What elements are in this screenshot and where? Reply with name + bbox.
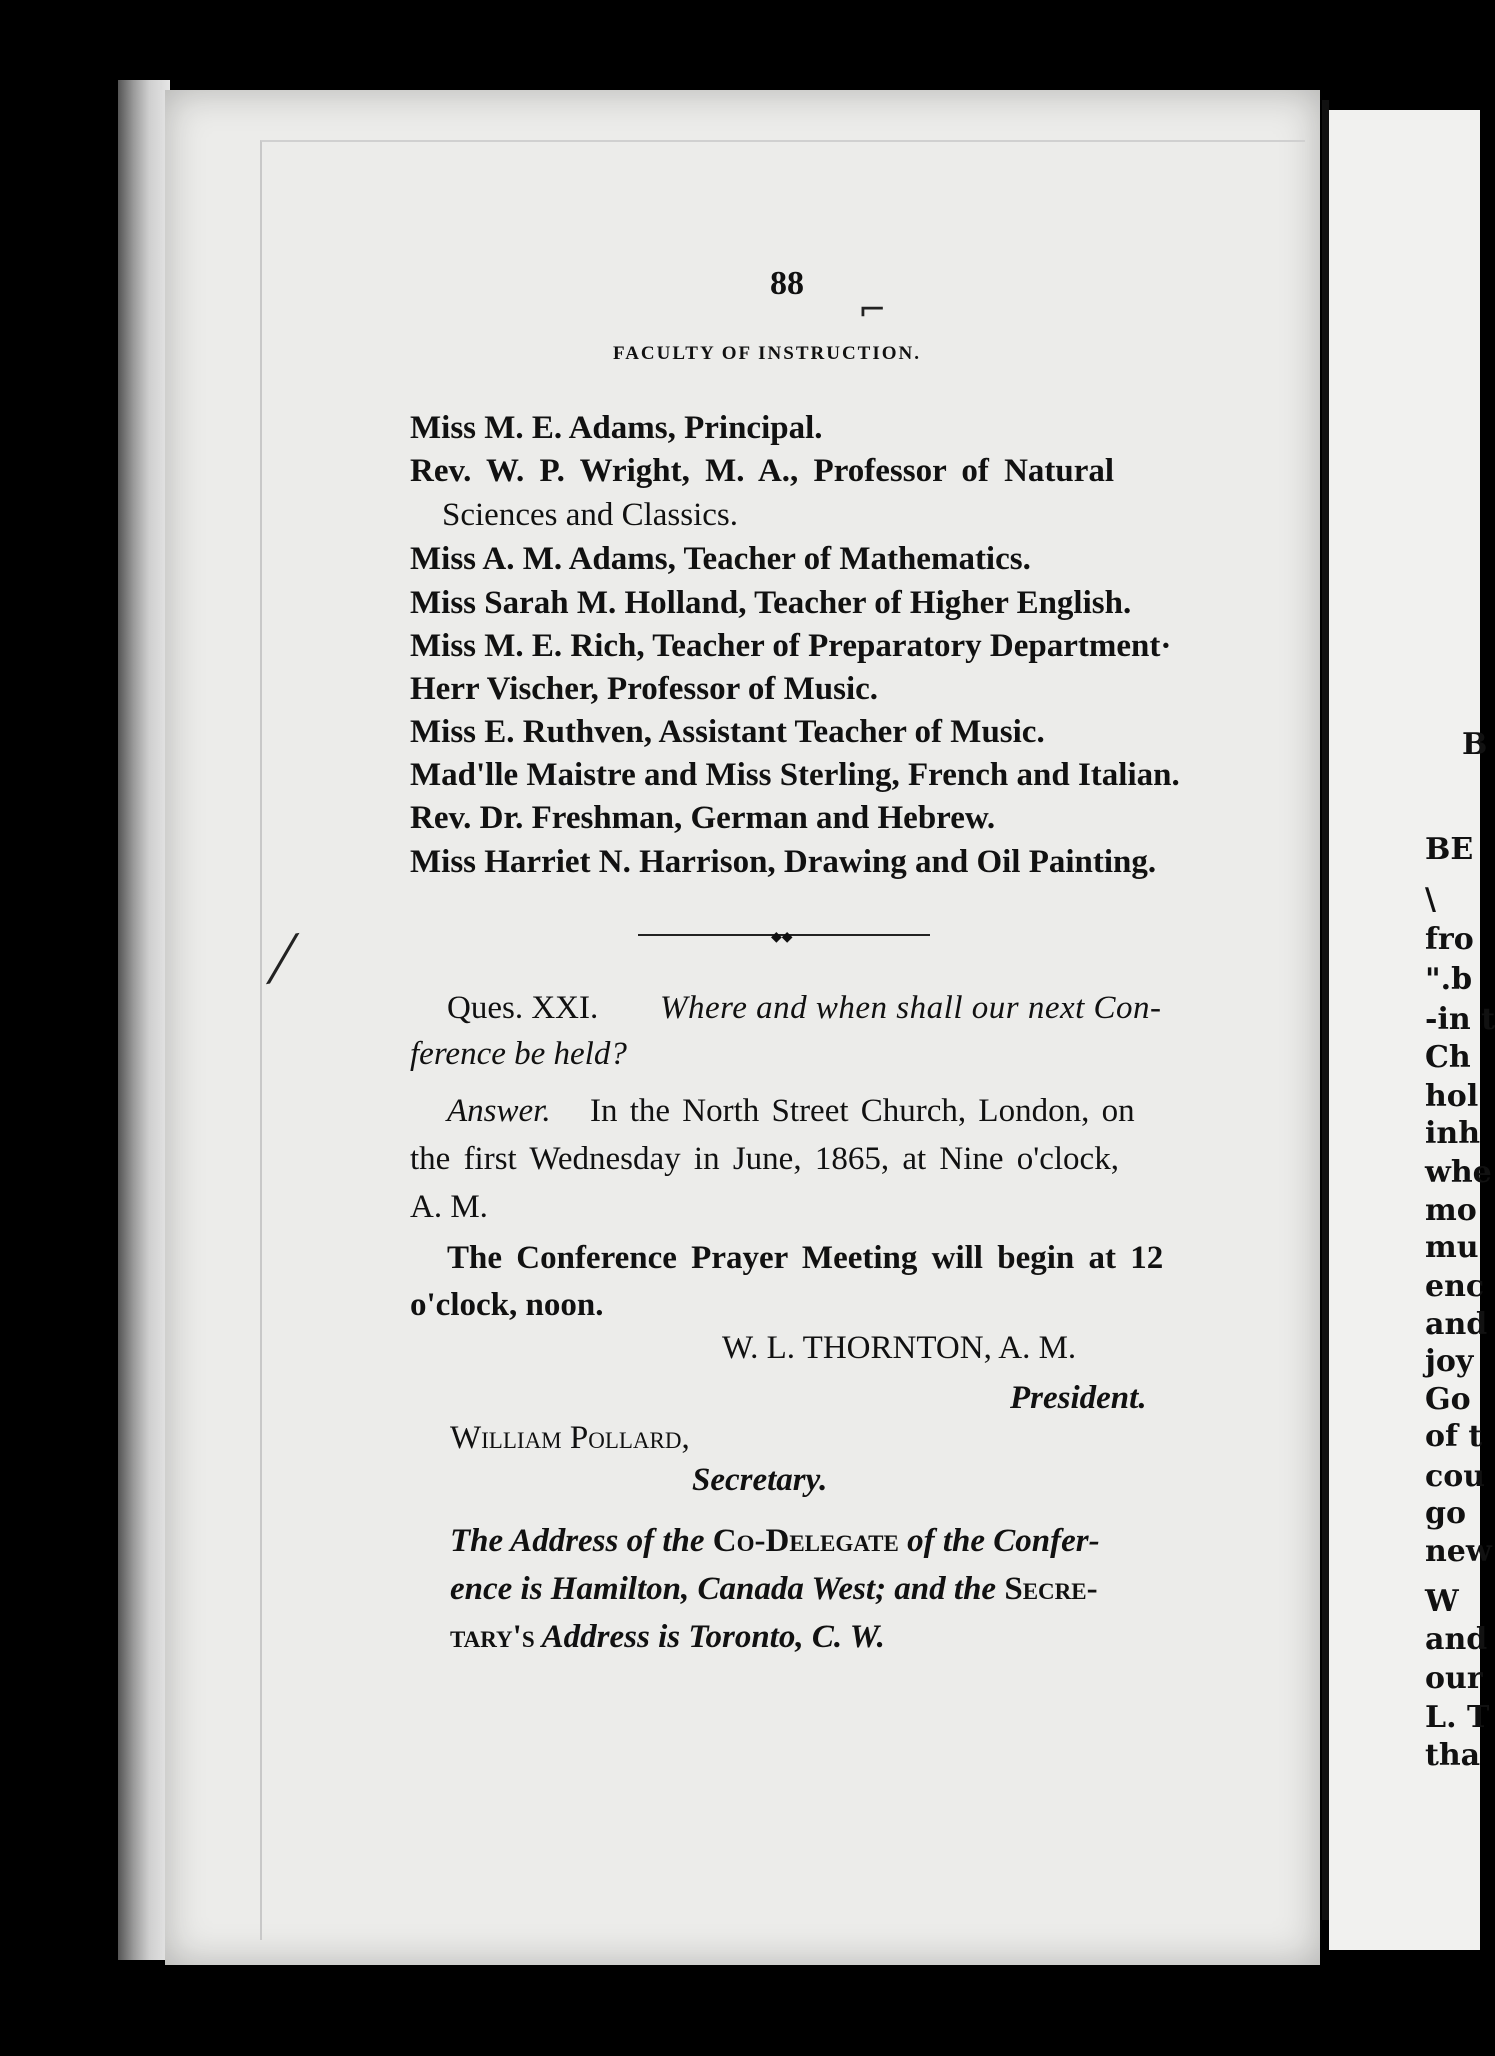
- right-page-text-fragment: tha: [1425, 1738, 1481, 1773]
- question-text-continuation: ference be held?: [410, 1036, 627, 1072]
- right-page-text-fragment: of t: [1425, 1419, 1483, 1454]
- right-page-text-fragment: mo: [1425, 1193, 1477, 1228]
- right-page-text-fragment: ".b: [1425, 962, 1473, 997]
- right-page-text-fragment: B: [1462, 727, 1488, 762]
- right-page-text-fragment: cou: [1425, 1459, 1486, 1494]
- question-text: Where and when shall our next Con-: [660, 990, 1162, 1026]
- right-page-text-fragment: fro: [1425, 922, 1474, 957]
- right-page-text-fragment: whe: [1425, 1155, 1492, 1190]
- faculty-entry: Miss M. E. Rich, Teacher of Preparatory Department·: [410, 628, 1172, 664]
- prayer-meeting-text: o'clock, noon.: [410, 1287, 604, 1323]
- address-note: [450, 1523, 1100, 1560]
- address-note-secretary-cont: tary's: [450, 1619, 535, 1655]
- faculty-entry: Mad'lle Maistre and Miss Sterling, French and Italian.: [410, 757, 1180, 793]
- right-page-text-fragment: go: [1425, 1496, 1466, 1531]
- faculty-entry: Herr Vischer, Professor of Music.: [410, 671, 879, 707]
- answer-text: In the North Street Church, London, on: [590, 1093, 1135, 1129]
- right-page-text-fragment: our: [1425, 1661, 1483, 1696]
- faculty-entry: Miss M. E. Adams, Principal.: [410, 410, 823, 446]
- answer-text: the first Wednesday in June, 1865, at Nine o'clock,: [410, 1141, 1119, 1177]
- address-note-text: The Address of the: [450, 1523, 705, 1559]
- book-gutter: [1322, 100, 1329, 1920]
- address-note-text: ence is Hamilton, Canada West; and the: [450, 1571, 997, 1607]
- pencil-mark: ⌐: [858, 290, 887, 330]
- pencil-mark: ⟋: [256, 921, 310, 999]
- right-page-text-fragment: inh: [1425, 1116, 1481, 1151]
- right-page-text-fragment: Ch: [1425, 1040, 1471, 1075]
- faculty-entry: Miss Harriet N. Harrison, Drawing and Oil Painting.: [410, 844, 1157, 880]
- secretary-title: Secretary.: [692, 1462, 828, 1498]
- right-page-text-fragment: -in t: [1425, 1002, 1495, 1037]
- answer-label: Answer.: [447, 1093, 551, 1129]
- divider-ornament: ◆◆: [771, 929, 793, 945]
- secretary-name: William Pollard,: [450, 1420, 690, 1456]
- address-note: [450, 1619, 885, 1656]
- right-page-text-fragment: and: [1425, 1622, 1488, 1657]
- president-name: W. L. THORNTON, A. M.: [722, 1330, 1077, 1366]
- faculty-entry: Rev. Dr. Freshman, German and Hebrew.: [410, 800, 996, 836]
- right-page-text-fragment: new: [1425, 1534, 1492, 1569]
- address-note-text: Address is Toronto, C. W.: [541, 1619, 885, 1655]
- page-edge-stack: [118, 80, 170, 1960]
- left-page: [165, 90, 1320, 1965]
- answer-text: A. M.: [410, 1189, 488, 1225]
- faculty-entry-continuation: Sciences and Classics.: [442, 497, 739, 533]
- address-note-text: of the Confer-: [907, 1523, 1100, 1559]
- prayer-meeting-text: The Conference Prayer Meeting will begin at 12: [447, 1240, 1164, 1276]
- right-page-text-fragment: Go: [1425, 1382, 1471, 1417]
- right-page-text-fragment: and: [1425, 1307, 1488, 1342]
- faculty-entry: Rev. W. P. Wright, M. A., Professor of Natural: [410, 453, 1115, 489]
- address-note: [450, 1571, 1098, 1608]
- question-label: Ques. XXI.: [447, 990, 599, 1026]
- address-note-codelegate: Co-Delegate: [712, 1523, 899, 1559]
- page-number: 88: [770, 265, 804, 302]
- right-page-text-fragment: hol: [1425, 1079, 1479, 1114]
- president-title: President.: [1010, 1380, 1147, 1416]
- address-note-secretary: Secre-: [1004, 1571, 1098, 1607]
- right-page-text-fragment: W: [1425, 1584, 1459, 1619]
- right-page-text-fragment: enc: [1425, 1269, 1485, 1304]
- faculty-entry: Miss A. M. Adams, Teacher of Mathematics.: [410, 541, 1031, 577]
- faculty-entry: Miss Sarah M. Holland, Teacher of Higher English.: [410, 585, 1132, 621]
- section-heading: FACULTY OF INSTRUCTION.: [613, 343, 921, 364]
- right-page-text-fragment: BE: [1425, 832, 1474, 867]
- right-page-text-fragment: mu: [1425, 1230, 1479, 1265]
- right-page-text-fragment: \: [1425, 882, 1436, 917]
- faculty-entry: Miss E. Ruthven, Assistant Teacher of Music.: [410, 714, 1045, 750]
- right-page-text-fragment: joy: [1425, 1344, 1474, 1379]
- right-page-text-fragment: L. T: [1425, 1700, 1490, 1735]
